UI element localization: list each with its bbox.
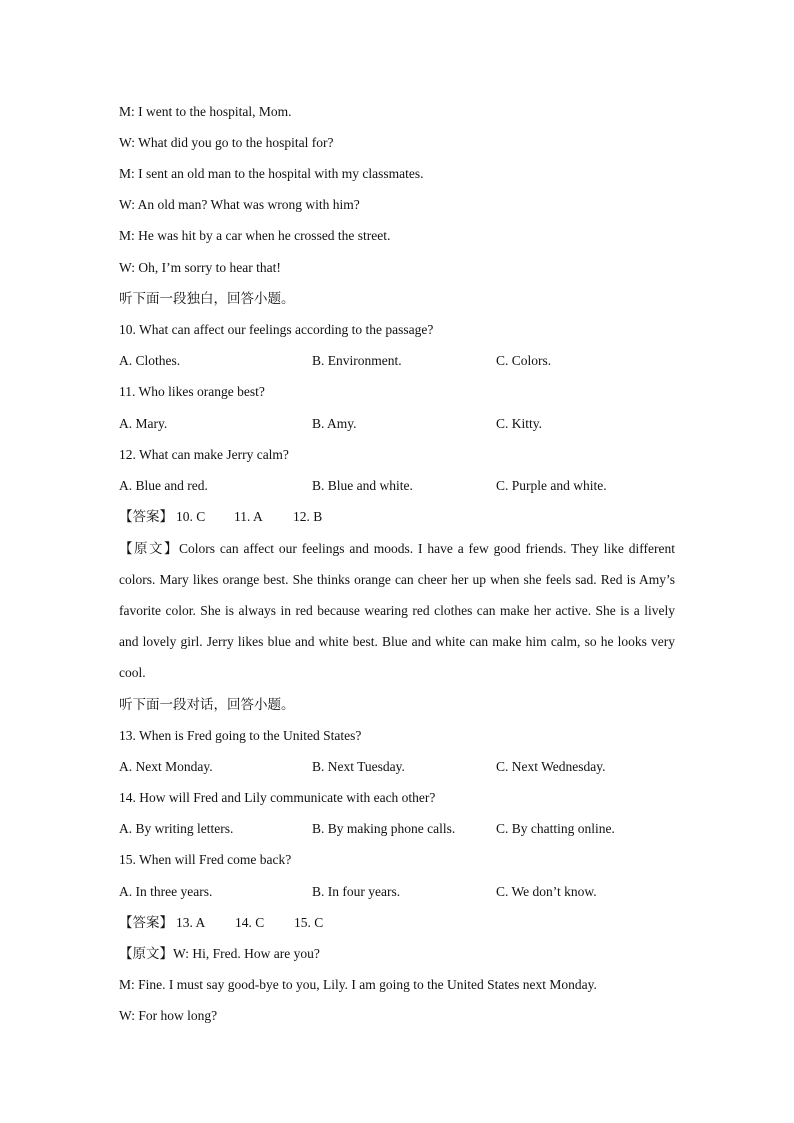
question-15: 15. When will Fred come back?: [119, 852, 292, 867]
section-instruction: 听下面一段独白，回答小题。: [119, 291, 295, 306]
option-11-a: A. Mary.: [119, 416, 168, 431]
question-11: 11. Who likes orange best?: [119, 384, 265, 399]
transcript-line: [119, 945, 320, 963]
option-10-a: A. Clothes.: [119, 353, 181, 368]
transcript-line: W: For how long?: [119, 1008, 218, 1023]
transcript-label: 【原文】: [119, 541, 180, 556]
option-12-a: A. Blue and red.: [119, 478, 208, 493]
transcript-text: Colors can affect our feelings and moods. I have a few good friends. They like different: [179, 541, 676, 556]
option-11-c: C. Kitty.: [496, 416, 543, 431]
option-11-b: B. Amy.: [312, 416, 357, 431]
answer-10: 10. C: [176, 509, 206, 524]
question-13: 13. When is Fred going to the United States?: [119, 728, 362, 743]
question-14: 14. How will Fred and Lily communicate with each other?: [119, 790, 436, 805]
dialogue-line: M: He was hit by a car when he crossed the street.: [119, 228, 391, 243]
question-12: 12. What can make Jerry calm?: [119, 447, 289, 462]
answer-11: 11. A: [234, 509, 263, 524]
transcript-line: and lovely girl. Jerry likes blue and white best. Blue and white can make him calm, so he looks very: [119, 634, 675, 649]
option-12-c: C. Purple and white.: [496, 478, 607, 493]
answer-14: 14. C: [235, 915, 265, 930]
transcript-line: [119, 540, 675, 558]
option-13-c: C. Next Wednesday.: [496, 759, 606, 774]
answer-15: 15. C: [294, 915, 324, 930]
option-15-b: B. In four years.: [312, 884, 401, 899]
transcript-line: colors. Mary likes orange best. She thinks orange can cheer her up when she feels sad. Red is Amy’s: [119, 572, 675, 587]
option-15-a: A. In three years.: [119, 884, 213, 899]
option-13-b: B. Next Tuesday.: [312, 759, 405, 774]
option-10-c: C. Colors.: [496, 353, 552, 368]
option-13-a: A. Next Monday.: [119, 759, 213, 774]
option-12-b: B. Blue and white.: [312, 478, 413, 493]
option-14-b: B. By making phone calls.: [312, 821, 456, 836]
option-14-c: C. By chatting online.: [496, 821, 615, 836]
option-10-b: B. Environment.: [312, 353, 402, 368]
dialogue-line: W: Oh, I’m sorry to hear that!: [119, 260, 281, 275]
answer-label: 【答案】: [119, 915, 173, 930]
question-10: 10. What can affect our feelings according to the passage?: [119, 322, 434, 337]
transcript-line: M: Fine. I must say good-bye to you, Lily. I am going to the United States next Monday.: [119, 977, 597, 992]
transcript-line: cool.: [119, 665, 146, 680]
option-14-a: A. By writing letters.: [119, 821, 234, 836]
option-15-c: C. We don’t know.: [496, 884, 597, 899]
answer-13: 13. A: [176, 915, 206, 930]
dialogue-line: M: I sent an old man to the hospital with my classmates.: [119, 166, 424, 181]
dialogue-line: M: I went to the hospital, Mom.: [119, 104, 292, 119]
answer-12: 12. B: [293, 509, 323, 524]
transcript-label: 【原文】: [119, 946, 173, 961]
section-instruction: 听下面一段对话，回答小题。: [119, 697, 295, 712]
dialogue-line: W: An old man? What was wrong with him?: [119, 197, 360, 212]
transcript-line: favorite color. She is always in red because wearing red clothes can make her active. She is a lively: [119, 603, 675, 618]
transcript-text: W: Hi, Fred. How are you?: [173, 946, 320, 961]
answer-label: 【答案】: [119, 509, 173, 524]
dialogue-line: W: What did you go to the hospital for?: [119, 135, 334, 150]
